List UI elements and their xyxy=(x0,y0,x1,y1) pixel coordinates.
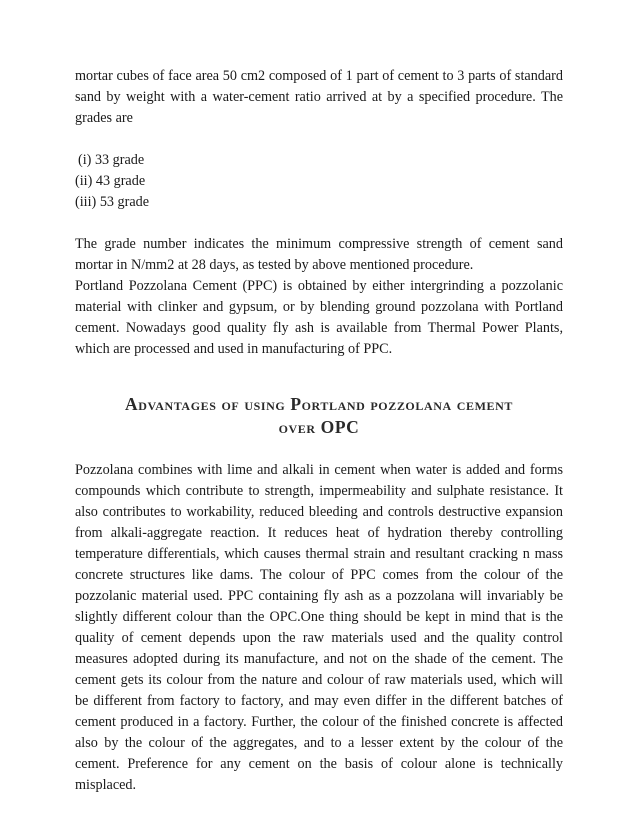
grade-explanation-paragraph: The grade number indicates the minimum compressive strength of cement sand mortar in N/mm2 at 28 days, as tested by above mentioned procedure. xyxy=(75,236,563,273)
grade-item-53: (iii) 53 grade xyxy=(75,194,150,210)
intro-paragraph: mortar cubes of face area 50 cm2 composed of 1 part of cement to 3 parts of standard sand by weight with a water-cement ratio arrived at by a specified procedure. The grades are xyxy=(75,68,563,126)
grade-item-33: (i) 33 grade xyxy=(78,152,145,168)
section-heading xyxy=(75,393,563,439)
ppc-paragraph: Portland Pozzolana Cement (PPC) is obtained by either intergrinding a pozzolanic material with clinker and gypsum, or by blending ground pozzolana with Portland cement. Nowadays good quality fly ash is available from Thermal Power Plants, which are processed and used in manufacturing of PPC. xyxy=(75,278,563,357)
grade-list xyxy=(75,150,563,213)
section-heading-line-1: Advantages of using Portland pozzolana cement xyxy=(124,394,514,414)
grade-item-43: (ii) 43 grade xyxy=(75,173,146,189)
advantages-paragraph: Pozzolana combines with lime and alkali in cement when water is added and forms compounds which contribute to strength, impermeability and sulphate resistance. It also contributes to workability, reduced bleeding and controls destructive expansion from alkali-aggregate reaction. It reduces heat of hydration thereby controlling temperature differentials, which causes thermal strain and resultant cracking n mass concrete structures like dams. The colour of PPC comes from the colour of the pozzolanic material used. PPC containing fly ash as a pozzolana will invariably be slightly different colour than the OPC.One thing should be kept in mind that is the quality of cement depends upon the raw materials used and the quality control measures adopted during its manufacture, and not on the shade of the cement. The cement gets its colour from the nature and colour of raw materials used, which will be different from factory to factory, and may even differ in the different batches of cement produced in a factory. Further, the colour of the finished concrete is affected also by the colour of the aggregates, and to a lesser extent by the colour of the cement. Preference for any cement on the basis of colour alone is technically misplaced. xyxy=(75,462,563,793)
section-heading-line-2: over OPC xyxy=(278,417,360,437)
document-page xyxy=(75,66,563,796)
